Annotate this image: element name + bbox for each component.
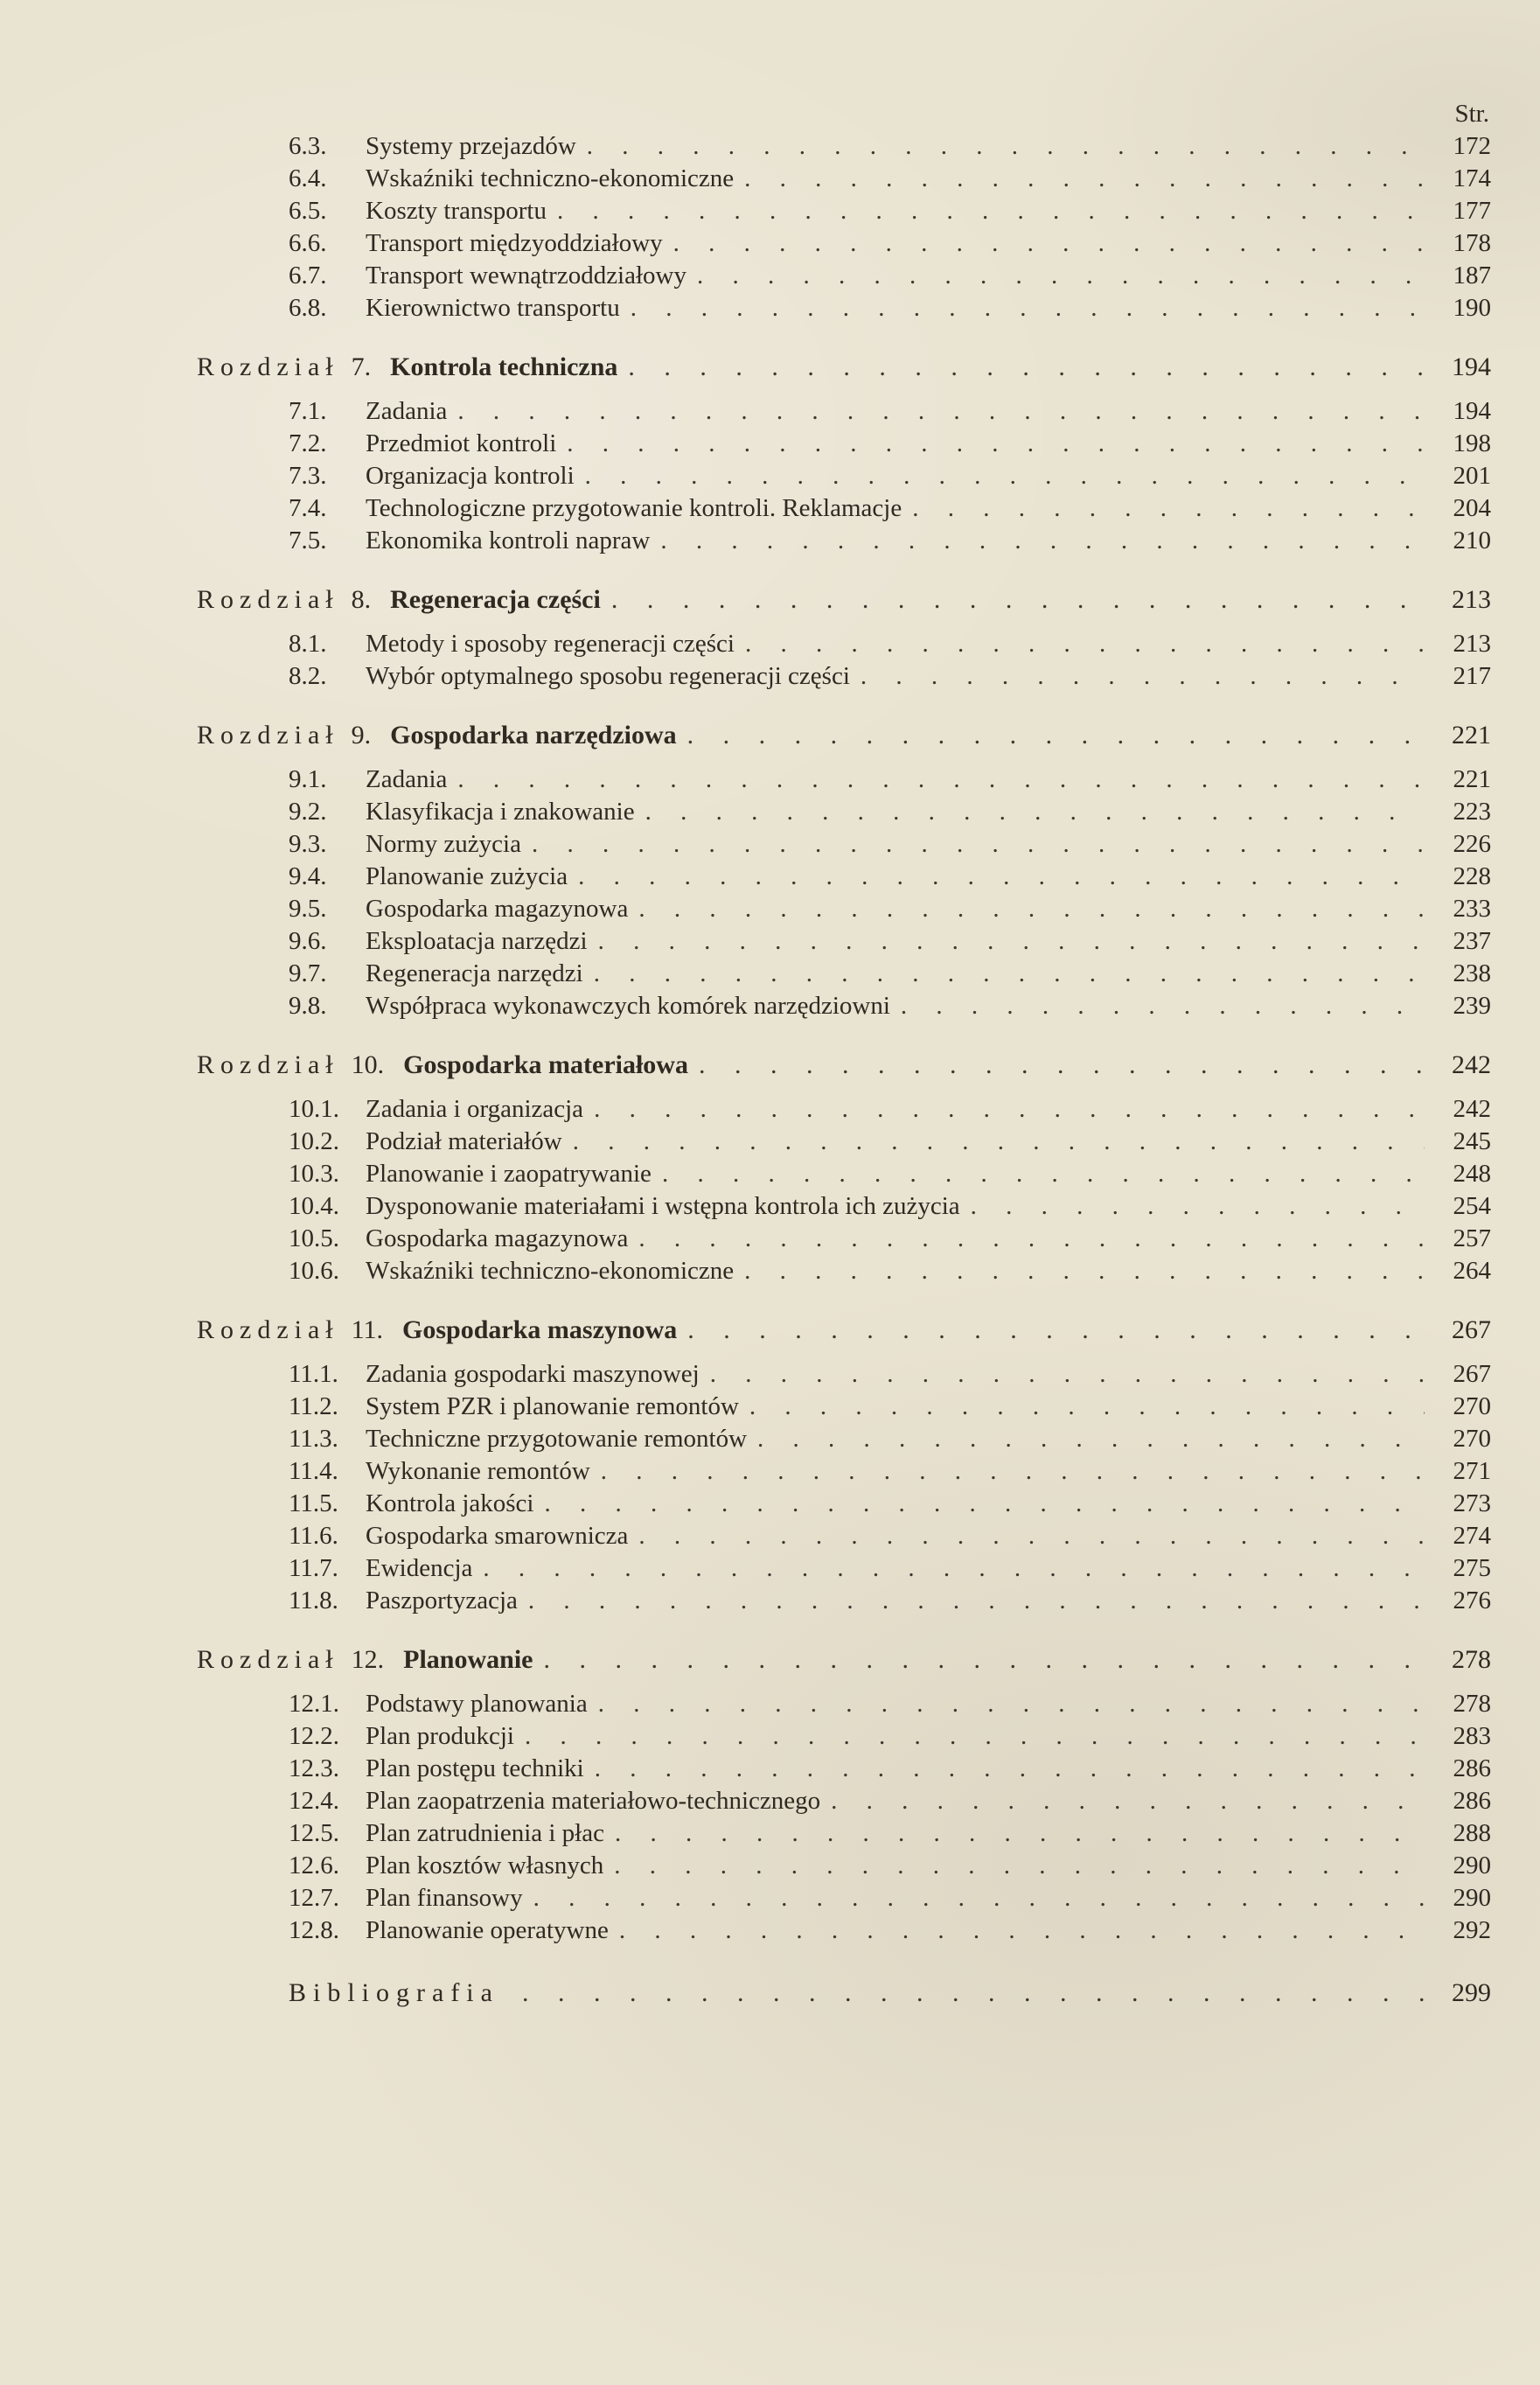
entry-page-number: 198 <box>1453 429 1491 457</box>
entry-number: 10.1. <box>289 1095 339 1123</box>
entry-page-number: 283 <box>1453 1722 1491 1750</box>
toc-entry <box>197 925 1491 958</box>
dot-leader <box>749 1391 1425 1423</box>
entry-number: 11.4. <box>289 1457 338 1485</box>
entry-number: 9.5. <box>289 895 327 923</box>
entry-number: 7.1. <box>289 397 327 425</box>
entry-number: 9.2. <box>289 798 327 826</box>
dot-leader <box>544 1488 1425 1520</box>
entry-page-number: 178 <box>1453 229 1491 257</box>
toc-entry <box>197 1688 1491 1720</box>
entry-page-number: 194 <box>1453 397 1491 425</box>
entry-page-number: 242 <box>1453 1095 1491 1123</box>
entry-page-number: 267 <box>1453 1360 1491 1388</box>
table-of-contents <box>197 130 1491 2009</box>
entry-title: Klasyfikacja i znakowanie <box>366 798 635 826</box>
entry-number: 10.2. <box>289 1127 339 1155</box>
entry-page-number: 271 <box>1453 1457 1491 1485</box>
entry-number: 12.3. <box>289 1754 339 1782</box>
entry-page-number: 248 <box>1453 1160 1491 1188</box>
toc-entry <box>197 1817 1491 1850</box>
entry-number: 12.6. <box>289 1852 339 1879</box>
dot-leader <box>573 1126 1425 1158</box>
toc-entry <box>197 660 1491 693</box>
entry-page-number: 174 <box>1453 164 1491 192</box>
toc-section <box>197 130 1491 324</box>
entry-page-number: 264 <box>1453 1257 1491 1285</box>
entry-page-number: 288 <box>1453 1819 1491 1847</box>
entry-title: Plan postępu techniki <box>366 1754 584 1782</box>
dot-leader <box>522 1977 1425 2009</box>
toc-entry <box>197 1126 1491 1158</box>
chapter-page-number: 242 <box>1452 1050 1491 1079</box>
entry-title: Techniczne przygotowanie remontów <box>366 1425 748 1453</box>
toc-entry <box>197 893 1491 925</box>
dot-leader <box>594 958 1425 990</box>
entry-number: 7.4. <box>289 494 327 522</box>
entry-number: 12.1. <box>289 1690 339 1718</box>
entry-number: 7.3. <box>289 462 327 490</box>
entry-number: 12.8. <box>289 1916 339 1944</box>
toc-entry <box>197 1520 1491 1552</box>
entry-number: 8.1. <box>289 630 327 658</box>
entry-page-number: 292 <box>1453 1916 1491 1944</box>
dot-leader <box>660 525 1425 557</box>
dot-leader <box>710 1358 1425 1391</box>
dot-leader <box>585 460 1425 492</box>
dot-leader <box>662 1158 1425 1190</box>
dot-leader <box>744 1255 1425 1287</box>
entry-title: Plan produkcji <box>366 1722 514 1750</box>
toc-entry <box>197 1914 1491 1947</box>
entry-page-number: 239 <box>1453 992 1491 1020</box>
chapter-number: 7. <box>351 352 372 381</box>
toc-entry <box>197 260 1491 292</box>
entry-number: 6.6. <box>289 229 327 257</box>
toc-entry <box>197 460 1491 492</box>
entry-number: 6.3. <box>289 132 327 160</box>
toc-section <box>197 1314 1491 1617</box>
entry-title: Gospodarka magazynowa <box>366 1224 629 1252</box>
entry-number: 9.3. <box>289 830 327 858</box>
dot-leader <box>687 1314 1425 1346</box>
toc-entry <box>197 130 1491 163</box>
entry-page-number: 221 <box>1453 765 1491 793</box>
chapter-label: Rozdział <box>197 1050 339 1079</box>
entry-page-number: 201 <box>1453 462 1491 490</box>
entry-title: Organizacja kontroli <box>366 462 575 490</box>
entry-page-number: 172 <box>1453 132 1491 160</box>
entry-page-number: 275 <box>1453 1554 1491 1582</box>
entry-number: 11.1. <box>289 1360 338 1388</box>
entry-page-number: 257 <box>1453 1224 1491 1252</box>
entry-number: 7.5. <box>289 527 327 554</box>
entry-page-number: 290 <box>1453 1884 1491 1912</box>
toc-entry <box>197 163 1491 195</box>
chapter-heading <box>197 1643 1491 1676</box>
dot-leader <box>861 660 1425 693</box>
entry-title: Zadania gospodarki maszynowej <box>366 1360 700 1388</box>
chapter-label: Rozdział <box>197 721 339 750</box>
entry-number: 6.7. <box>289 262 327 289</box>
entry-page-number: 290 <box>1453 1852 1491 1879</box>
entry-title: Wskaźniki techniczno-ekonomiczne <box>366 1257 735 1285</box>
dot-leader <box>628 351 1425 383</box>
toc-entry <box>197 227 1491 260</box>
toc-entry <box>197 1785 1491 1817</box>
entry-page-number: 226 <box>1453 830 1491 858</box>
chapter-number: 9. <box>351 721 372 750</box>
entry-title: Regeneracja narzędzi <box>366 959 583 987</box>
toc-entry <box>197 1223 1491 1255</box>
entry-number: 9.4. <box>289 862 327 890</box>
dot-leader <box>557 195 1425 227</box>
entry-title: Plan zatrudnienia i płac <box>366 1819 604 1847</box>
toc-entry <box>197 628 1491 660</box>
dot-leader <box>544 1643 1425 1676</box>
entry-number: 6.8. <box>289 294 327 322</box>
entry-number: 11.5. <box>289 1489 338 1517</box>
dot-leader <box>533 1882 1425 1914</box>
dot-leader <box>598 925 1425 958</box>
entry-title: Systemy przejazdów <box>366 132 576 160</box>
dot-leader <box>912 492 1425 525</box>
chapter-heading <box>197 583 1491 616</box>
entry-number: 12.7. <box>289 1884 339 1912</box>
dot-leader <box>631 292 1425 324</box>
chapter-heading <box>197 719 1491 751</box>
chapter-number: 8. <box>351 585 372 614</box>
dot-leader <box>673 227 1425 260</box>
entry-title: Paszportyzacja <box>366 1587 518 1614</box>
dot-leader <box>831 1785 1425 1817</box>
chapter-title: Gospodarka narzędziowa <box>390 721 677 750</box>
chapter-page-number: 299 <box>1452 1978 1491 2007</box>
toc-entry <box>197 796 1491 828</box>
entry-title: Planowanie zużycia <box>366 862 568 890</box>
chapter-label: Rozdział <box>197 1645 339 1674</box>
toc-section <box>197 351 1491 557</box>
toc-entry <box>197 764 1491 796</box>
chapter-title: Kontrola techniczna <box>390 352 618 381</box>
entry-page-number: 278 <box>1453 1690 1491 1718</box>
entry-number: 6.5. <box>289 197 327 225</box>
entry-title: Współpraca wykonawczych komórek narzędziowni <box>366 992 890 1020</box>
chapter-label: Rozdział <box>197 352 339 381</box>
toc-entry <box>197 1552 1491 1585</box>
toc-entry <box>197 492 1491 525</box>
entry-title: Koszty transportu <box>366 197 547 225</box>
toc-entry <box>197 1882 1491 1914</box>
dot-leader <box>457 395 1425 428</box>
dot-leader <box>745 628 1425 660</box>
entry-title: Gospodarka smarownicza <box>366 1522 629 1550</box>
entry-title: Kontrola jakości <box>366 1489 534 1517</box>
toc-entry <box>197 1190 1491 1223</box>
toc-entry <box>197 1455 1491 1488</box>
toc-section <box>197 719 1491 1022</box>
entry-number: 11.6. <box>289 1522 338 1550</box>
entry-title: Wykonanie remontów <box>366 1457 590 1485</box>
entry-title: Przedmiot kontroli <box>366 429 557 457</box>
entry-page-number: 254 <box>1453 1192 1491 1220</box>
toc-entry <box>197 525 1491 557</box>
entry-number: 11.3. <box>289 1425 338 1453</box>
entry-number: 12.2. <box>289 1722 339 1750</box>
chapter-label: Bibliografia <box>289 1978 499 2007</box>
entry-page-number: 245 <box>1453 1127 1491 1155</box>
entry-page-number: 270 <box>1453 1425 1491 1453</box>
toc-section <box>197 1977 1491 2009</box>
entry-page-number: 223 <box>1453 798 1491 826</box>
entry-title: Ekonomika kontroli napraw <box>366 527 651 554</box>
toc-entry <box>197 1753 1491 1785</box>
toc-entry <box>197 1391 1491 1423</box>
entry-title: Plan finansowy <box>366 1884 523 1912</box>
entry-page-number: 210 <box>1453 527 1491 554</box>
chapter-heading <box>197 351 1491 383</box>
entry-page-number: 213 <box>1453 630 1491 658</box>
entry-number: 9.8. <box>289 992 327 1020</box>
toc-entry <box>197 195 1491 227</box>
page-content <box>197 98 1491 2021</box>
entry-number: 6.4. <box>289 164 327 192</box>
dot-leader <box>638 1520 1425 1552</box>
entry-page-number: 187 <box>1453 262 1491 289</box>
chapter-heading <box>197 1049 1491 1081</box>
entry-number: 11.7. <box>289 1554 338 1582</box>
dot-leader <box>611 583 1425 616</box>
entry-title: Dysponowanie materiałami i wstępna kontrola ich zużycia <box>366 1192 960 1220</box>
chapter-label: Rozdział <box>197 1315 339 1344</box>
entry-title: Planowanie i zaopatrywanie <box>366 1160 652 1188</box>
bibliography-heading <box>197 1977 1491 2009</box>
dot-leader <box>901 990 1425 1022</box>
dot-leader <box>687 719 1425 751</box>
chapter-label: Rozdział <box>197 585 339 614</box>
entry-title: Podstawy planowania <box>366 1690 588 1718</box>
entry-page-number: 233 <box>1453 895 1491 923</box>
dot-leader <box>697 260 1425 292</box>
entry-title: Normy zużycia <box>366 830 521 858</box>
dot-leader <box>638 893 1425 925</box>
entry-page-number: 270 <box>1453 1392 1491 1420</box>
dot-leader <box>638 1223 1425 1255</box>
chapter-number: 11. <box>351 1315 384 1344</box>
dot-leader <box>601 1455 1425 1488</box>
toc-section <box>197 1049 1491 1287</box>
toc-entry <box>197 828 1491 861</box>
entry-number: 8.2. <box>289 662 327 690</box>
dot-leader <box>483 1552 1425 1585</box>
toc-entry <box>197 990 1491 1022</box>
chapter-page-number: 213 <box>1452 585 1491 614</box>
toc-entry <box>197 1093 1491 1126</box>
entry-title: Plan zaopatrzenia materiałowo-technicznego <box>366 1787 821 1815</box>
chapter-page-number: 278 <box>1452 1645 1491 1674</box>
dot-leader <box>615 1817 1425 1850</box>
entry-number: 10.6. <box>289 1257 339 1285</box>
chapter-page-number: 267 <box>1452 1315 1491 1344</box>
entry-title: Wskaźniki techniczno-ekonomiczne <box>366 164 735 192</box>
dot-leader <box>532 828 1425 861</box>
entry-number: 12.5. <box>289 1819 339 1847</box>
entry-page-number: 190 <box>1453 294 1491 322</box>
dot-leader <box>578 861 1425 893</box>
dot-leader <box>699 1049 1425 1081</box>
entry-page-number: 217 <box>1453 662 1491 690</box>
entry-page-number: 177 <box>1453 197 1491 225</box>
entry-title: Transport wewnątrzoddziałowy <box>366 262 686 289</box>
entry-number: 9.1. <box>289 765 327 793</box>
entry-title: Transport międzyoddziałowy <box>366 229 663 257</box>
toc-entry <box>197 1850 1491 1882</box>
entry-page-number: 286 <box>1453 1754 1491 1782</box>
entry-page-number: 237 <box>1453 927 1491 955</box>
entry-page-number: 238 <box>1453 959 1491 987</box>
entry-title: Planowanie operatywne <box>366 1916 609 1944</box>
entry-title: Zadania i organizacja <box>366 1095 584 1123</box>
toc-entry <box>197 1488 1491 1520</box>
toc-entry <box>197 1585 1491 1617</box>
toc-entry <box>197 1720 1491 1753</box>
entry-title: Technologiczne przygotowanie kontroli. Reklamacje <box>366 494 902 522</box>
dot-leader <box>595 1753 1425 1785</box>
dot-leader <box>744 163 1425 195</box>
entry-title: Podział materiałów <box>366 1127 562 1155</box>
dot-leader <box>614 1850 1425 1882</box>
chapter-title: Planowanie <box>403 1645 533 1674</box>
dot-leader <box>525 1720 1425 1753</box>
toc-entry <box>197 428 1491 460</box>
dot-leader <box>528 1585 1425 1617</box>
chapter-number: 12. <box>351 1645 385 1674</box>
toc-entry <box>197 1423 1491 1455</box>
entry-page-number: 274 <box>1453 1522 1491 1550</box>
entry-title: System PZR i planowanie remontów <box>366 1392 739 1420</box>
entry-page-number: 228 <box>1453 862 1491 890</box>
entry-number: 9.7. <box>289 959 327 987</box>
chapter-page-number: 221 <box>1452 721 1491 750</box>
entry-page-number: 276 <box>1453 1587 1491 1614</box>
entry-page-number: 204 <box>1453 494 1491 522</box>
dot-leader <box>757 1423 1425 1455</box>
entry-title: Wybór optymalnego sposobu regeneracji części <box>366 662 850 690</box>
toc-entry <box>197 1158 1491 1190</box>
entry-number: 11.2. <box>289 1392 338 1420</box>
page-column-header: Str. <box>1454 100 1489 128</box>
dot-leader <box>587 130 1425 163</box>
entry-title: Zadania <box>366 397 448 425</box>
entry-title: Gospodarka magazynowa <box>366 895 629 923</box>
entry-title: Zadania <box>366 765 448 793</box>
toc-entry <box>197 861 1491 893</box>
toc-entry <box>197 958 1491 990</box>
toc-entry <box>197 292 1491 324</box>
entry-number: 10.4. <box>289 1192 339 1220</box>
toc-entry <box>197 1255 1491 1287</box>
entry-number: 11.8. <box>289 1587 338 1614</box>
entry-page-number: 273 <box>1453 1489 1491 1517</box>
entry-title: Kierownictwo transportu <box>366 294 620 322</box>
entry-number: 9.6. <box>289 927 327 955</box>
entry-title: Plan kosztów własnych <box>366 1852 604 1879</box>
entry-title: Metody i sposoby regeneracji części <box>366 630 735 658</box>
dot-leader <box>457 764 1425 796</box>
dot-leader <box>645 796 1425 828</box>
toc-section <box>197 1643 1491 1947</box>
chapter-number: 10. <box>351 1050 385 1079</box>
entry-title: Eksploatacja narzędzi <box>366 927 588 955</box>
entry-title: Ewidencja <box>366 1554 473 1582</box>
dot-leader <box>567 428 1425 460</box>
dot-leader <box>971 1190 1425 1223</box>
dot-leader <box>598 1688 1425 1720</box>
entry-number: 7.2. <box>289 429 327 457</box>
entry-number: 12.4. <box>289 1787 339 1815</box>
entry-page-number: 286 <box>1453 1787 1491 1815</box>
chapter-title: Regeneracja części <box>390 585 601 614</box>
toc-entry <box>197 395 1491 428</box>
entry-number: 10.5. <box>289 1224 339 1252</box>
entry-number: 10.3. <box>289 1160 339 1188</box>
toc-entry <box>197 1358 1491 1391</box>
chapter-title: Gospodarka maszynowa <box>402 1315 678 1344</box>
chapter-page-number: 194 <box>1452 352 1491 381</box>
chapter-heading <box>197 1314 1491 1346</box>
toc-section <box>197 583 1491 693</box>
chapter-title: Gospodarka materiałowa <box>403 1050 688 1079</box>
dot-leader <box>594 1093 1425 1126</box>
dot-leader <box>619 1914 1425 1947</box>
